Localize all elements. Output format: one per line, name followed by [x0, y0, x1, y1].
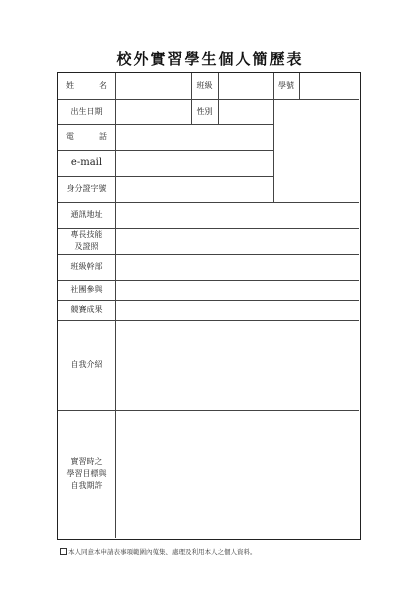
id-number-field[interactable]	[115, 176, 273, 202]
id-number-label: 身分證字號	[66, 184, 107, 193]
resume-form-table	[57, 72, 361, 540]
skills-field[interactable]	[115, 228, 359, 254]
skills-label-line-1: 專長技能	[70, 230, 103, 239]
birth-date-label: 出生日期	[70, 106, 103, 116]
gender-field[interactable]	[218, 99, 273, 124]
club-label: 社團參與	[70, 285, 103, 294]
phone-label-char-2: 話	[99, 132, 107, 141]
class-label: 班級	[196, 81, 213, 90]
email-field[interactable]	[115, 150, 273, 176]
photo-box[interactable]	[273, 99, 359, 202]
class-cadre-field[interactable]	[115, 254, 359, 280]
name-label-char-2: 名	[99, 81, 107, 90]
gender-label: 性別	[196, 106, 213, 116]
student-id-field[interactable]	[299, 73, 359, 99]
skills-label-line-2: 及證照	[74, 242, 99, 251]
self-intro-label: 自我介紹	[70, 360, 103, 369]
consent-text: 本人同意本申請表事項範圍內蒐集、處理及利用本人之個人資料。	[68, 548, 257, 556]
email-label: e-mail	[70, 157, 103, 168]
consent-checkbox[interactable]	[60, 548, 67, 555]
self-intro-field[interactable]	[115, 320, 359, 410]
goals-label	[58, 410, 115, 538]
consent-statement	[60, 547, 257, 556]
address-label: 通訊地址	[70, 210, 103, 219]
class-field[interactable]	[218, 73, 273, 99]
address-field[interactable]	[115, 202, 359, 228]
class-cadre-label: 班級幹部	[70, 262, 103, 271]
form-title: 校外實習學生個人簡歷表	[116, 50, 304, 68]
goals-field[interactable]	[115, 410, 359, 538]
phone-field[interactable]	[115, 124, 273, 150]
skills-label	[58, 228, 115, 254]
student-id-label: 學號	[278, 81, 294, 90]
club-field[interactable]	[115, 280, 359, 300]
goals-label-line-3: 自我期許	[70, 481, 103, 490]
phone-label	[58, 124, 115, 150]
competition-field[interactable]	[115, 300, 359, 320]
name-field[interactable]	[115, 73, 191, 99]
name-label-char-1: 姓	[66, 81, 74, 90]
goals-label-line-2: 學習目標與	[66, 469, 107, 478]
competition-label: 競賽成果	[70, 305, 103, 314]
goals-label-line-1: 實習時之	[70, 457, 103, 466]
phone-label-char-1: 電	[66, 132, 74, 141]
birth-date-field[interactable]	[115, 99, 191, 124]
name-label	[58, 73, 115, 99]
